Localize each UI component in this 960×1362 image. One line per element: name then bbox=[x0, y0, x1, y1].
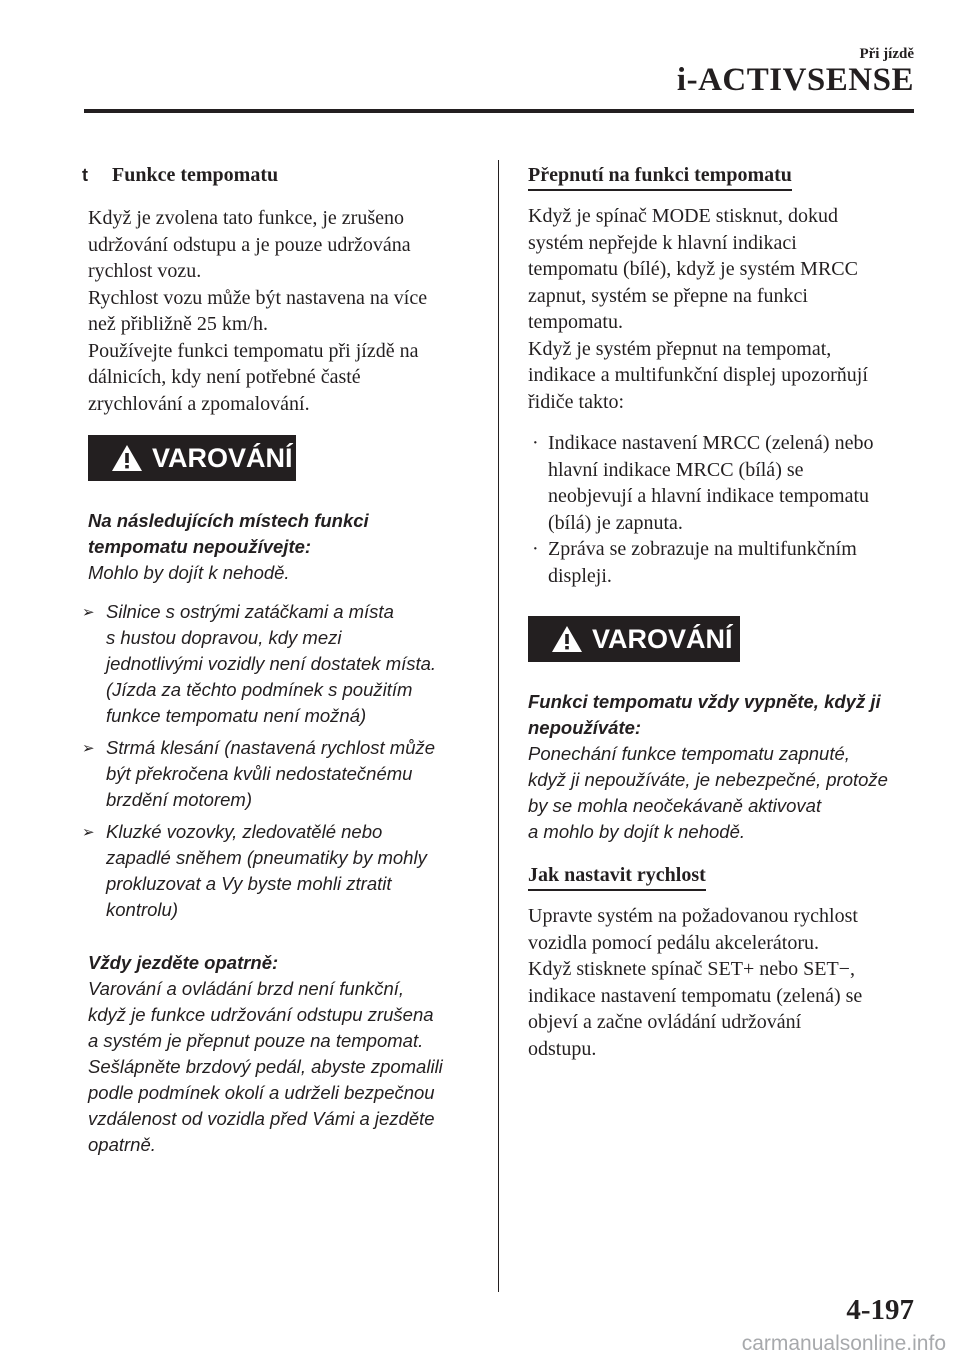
caution-line: Sešlápněte brzdový pedál, abyste zpomalili bbox=[88, 1056, 443, 1077]
intro-line: Používejte funkci tempomatu při jízdě na bbox=[88, 339, 419, 362]
watermark: carmanualsonline.info bbox=[741, 1332, 946, 1355]
paragraph-line: zapnut, systém se přepne na funkci bbox=[528, 284, 808, 307]
bullet-line: brzdění motorem) bbox=[106, 789, 252, 810]
warning-heading: Funkci tempomatu vždy vypněte, když ji bbox=[528, 691, 881, 712]
paragraph-line: indikace nastavení tempomatu (zelená) se bbox=[528, 984, 863, 1007]
dot-line: displeji. bbox=[548, 564, 612, 587]
caution-heading: Vždy jezděte opatrně: bbox=[88, 952, 279, 973]
warning-line: by se mohla neočekávaně aktivovat bbox=[528, 795, 822, 816]
warning-line: Ponechání funkce tempomatu zapnuté, bbox=[528, 743, 850, 764]
list-item bbox=[82, 819, 482, 923]
bullet-line: funkce tempomatu není možná) bbox=[106, 705, 367, 726]
bullet-line: (Jízda za těchto podmínek s použitím bbox=[106, 679, 413, 700]
warning-content bbox=[528, 689, 928, 845]
list-item bbox=[82, 599, 482, 729]
intro-line: Když je zvolena tato funkce, je zrušeno bbox=[88, 207, 404, 229]
intro-paragraph bbox=[88, 205, 488, 417]
paragraph-line: tempomatu. bbox=[528, 311, 623, 333]
caution-block bbox=[88, 950, 488, 1158]
paragraph-line: Když stisknete spínač SET+ nebo SET−, bbox=[528, 958, 855, 980]
header-chapter: i-ACTIVSENSE bbox=[676, 62, 914, 98]
list-item bbox=[82, 735, 482, 813]
paragraph-line: Upravte systém na požadovanou rychlost bbox=[528, 905, 858, 927]
intro-line: než přibližně 25 km/h. bbox=[88, 313, 268, 335]
paragraph-line: odstupu. bbox=[528, 1037, 597, 1060]
section-marker: t bbox=[82, 165, 88, 185]
paragraph-line: systém nepřejde k hlavní indikaci bbox=[528, 231, 797, 254]
warning-subtext: Mohlo by dojít k nehodě. bbox=[88, 562, 290, 583]
subheading-switch-to-cruise: Přepnutí na funkci tempomatu bbox=[528, 164, 792, 191]
caution-line: a systém je přepnut pouze na tempomat. bbox=[88, 1030, 424, 1051]
warning-triangle-icon bbox=[110, 443, 144, 473]
intro-line: zrychlování a zpomalování. bbox=[88, 392, 310, 415]
bullet-line: kontrolu) bbox=[106, 899, 178, 920]
caution-line: opatrně. bbox=[88, 1134, 156, 1155]
indicator-dot-list bbox=[528, 430, 928, 589]
bullet-line: prokluzovat a Vy byste mohli ztratit bbox=[106, 873, 392, 894]
bullet-line: Silnice s ostrými zatáčkami a místa bbox=[106, 601, 394, 622]
warning-heading: Na následujících místech funkci bbox=[88, 510, 369, 531]
bullet-line: být překročena kvůli nedostatečnému bbox=[106, 763, 413, 784]
caution-line: podle podmínek okolí a udrželi bezpečnou bbox=[88, 1082, 435, 1103]
dot-line: Indikace nastavení MRCC (zelená) nebo bbox=[548, 432, 874, 454]
dot-bullet-icon: · bbox=[532, 432, 539, 454]
arrow-bullet-icon: ➢ bbox=[82, 823, 95, 841]
warning-label: VAROVÁNÍ bbox=[152, 442, 293, 473]
paragraph-line: tempomatu (bílé), když je systém MRCC bbox=[528, 258, 858, 280]
dot-line: Zpráva se zobrazuje na multifunkčním bbox=[548, 538, 857, 560]
dot-line: (bílá) je zapnuta. bbox=[548, 511, 683, 534]
warning-bullet-list bbox=[82, 599, 482, 923]
bullet-line: zapadlé sněhem (pneumatiky by mohly bbox=[106, 847, 427, 868]
dot-line: neobjevují a hlavní indikace tempomatu bbox=[548, 485, 870, 507]
warning-content bbox=[88, 508, 488, 586]
bullet-line: s hustou dopravou, kdy mezi bbox=[106, 627, 342, 648]
bullet-line: jednotlivými vozidly není dostatek místa. bbox=[106, 653, 437, 674]
header-section: Při jízdě bbox=[859, 46, 914, 62]
warning-heading: tempomatu nepoužívejte: bbox=[88, 536, 312, 557]
bullet-line: Strmá klesání (nastavená rychlost může bbox=[106, 737, 436, 758]
dot-bullet-icon: · bbox=[532, 538, 539, 560]
intro-line: udržování odstupu a je pouze udržována bbox=[88, 233, 411, 256]
section-title bbox=[82, 164, 278, 187]
header-rule bbox=[84, 109, 914, 113]
intro-line: Rychlost vozu může být nastavena na více bbox=[88, 286, 428, 309]
subheading-set-speed: Jak nastavit rychlost bbox=[528, 864, 706, 891]
warning-triangle-icon bbox=[550, 624, 584, 654]
paragraph-line: Když je spínač MODE stisknut, dokud bbox=[528, 205, 838, 227]
list-item bbox=[528, 536, 928, 589]
warning-banner bbox=[88, 435, 296, 481]
switch-paragraph bbox=[528, 203, 928, 415]
dot-line: hlavní indikace MRCC (bílá) se bbox=[548, 458, 804, 481]
paragraph-line: řidiče takto: bbox=[528, 390, 625, 413]
caution-line: Varování a ovládání brzd není funkční, bbox=[88, 978, 405, 999]
bullet-line: Kluzké vozovky, zledovatělé nebo bbox=[106, 821, 383, 842]
column-divider bbox=[498, 160, 499, 1292]
arrow-bullet-icon: ➢ bbox=[82, 603, 95, 621]
caution-line: vzdálenost od vozidla před Vámi a jezděte bbox=[88, 1108, 435, 1129]
page-number: 4-197 bbox=[846, 1294, 914, 1326]
warning-banner bbox=[528, 616, 740, 662]
warning-label: VAROVÁNÍ bbox=[592, 623, 733, 654]
warning-heading: nepoužíváte: bbox=[528, 717, 642, 738]
section-title-text: Funkce tempomatu bbox=[112, 164, 279, 186]
paragraph-line: indikace a multifunkční displej upozorňují bbox=[528, 364, 868, 386]
warning-line: a mohlo by dojít k nehodě. bbox=[528, 821, 746, 842]
list-item bbox=[528, 430, 928, 536]
arrow-bullet-icon: ➢ bbox=[82, 739, 95, 757]
set-speed-paragraph bbox=[528, 903, 928, 1062]
paragraph-line: Když je systém přepnut na tempomat, bbox=[528, 337, 832, 360]
paragraph-line: vozidla pomocí pedálu akcelerátoru. bbox=[528, 931, 819, 954]
caution-line: když je funkce udržování odstupu zrušena bbox=[88, 1004, 434, 1025]
paragraph-line: objeví a začne ovládání udržování bbox=[528, 1011, 802, 1033]
intro-line: dálnicích, kdy není potřebné časté bbox=[88, 366, 361, 388]
intro-line: rychlost vozu. bbox=[88, 260, 202, 282]
warning-line: když ji nepoužíváte, je nebezpečné, protože bbox=[528, 769, 888, 790]
